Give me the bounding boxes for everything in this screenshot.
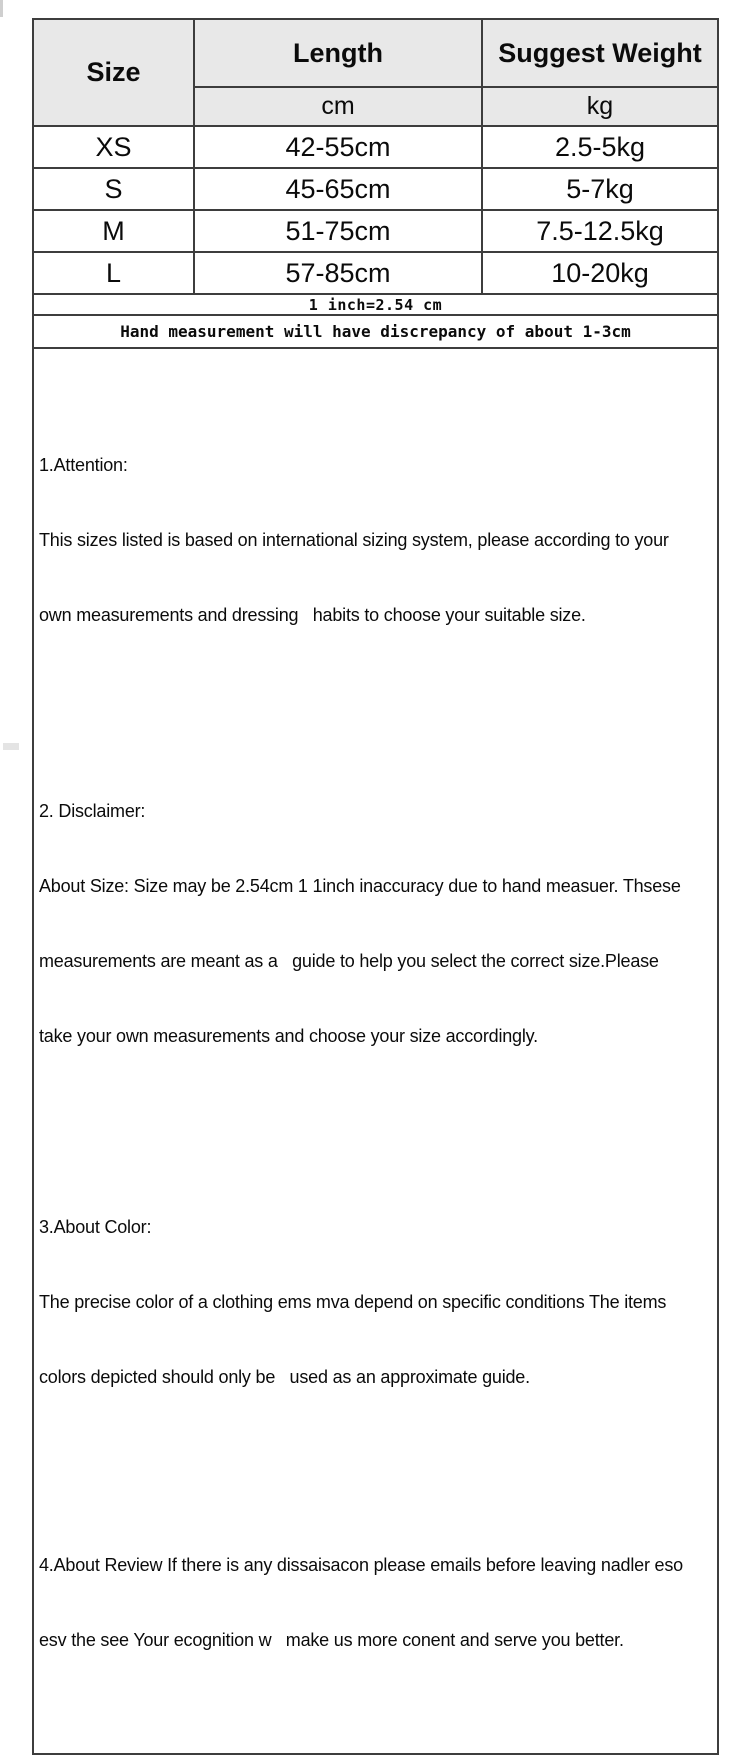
weight-cell: 7.5-12.5kg: [482, 210, 718, 252]
note-section-about-review: [39, 1503, 711, 1703]
weight-cell: 2.5-5kg: [482, 126, 718, 168]
weight-cell: 10-20kg: [482, 252, 718, 294]
size-chart-table: [32, 18, 719, 1755]
note-line: colors depicted should only be used as an approximate guide.: [39, 1367, 530, 1387]
note-line: 2. Disclaimer:: [39, 801, 146, 821]
length-cell: 51-75cm: [194, 210, 482, 252]
table-row-l: [33, 252, 718, 294]
note-line: measurements are meant as a guide to help you select the correct size.Please: [39, 951, 659, 971]
length-cell: 45-65cm: [194, 168, 482, 210]
note-section-disclaimer: [39, 749, 711, 1099]
size-cell: L: [33, 252, 194, 294]
note-line: The precise color of a clothing ems mva depend on specific conditions The items: [39, 1292, 667, 1312]
note-line: About Size: Size may be 2.54cm 1 1inch inaccuracy due to hand measuer. Thsese: [39, 876, 681, 896]
size-cell: S: [33, 168, 194, 210]
left-edge-artifact: [0, 0, 3, 17]
length-header-cell: [194, 19, 482, 87]
notes-box: [33, 348, 718, 1754]
weight-header-cell: [482, 19, 718, 87]
note-line: This sizes listed is based on international sizing system, please according to your: [39, 530, 669, 550]
weight-cell: 5-7kg: [482, 168, 718, 210]
table-row-m: [33, 210, 718, 252]
note-section-about-color: [39, 1165, 711, 1440]
inch-note: 1 inch=2.54 cm: [33, 294, 718, 315]
note-line: 4.About Review If there is any dissaisacon please emails before leaving nadler eso: [39, 1555, 683, 1575]
size-header-cell: [33, 19, 194, 126]
weight-header-label: Suggest Weight: [498, 37, 702, 68]
hand-note-row: [33, 315, 718, 348]
note-section-attention: [39, 403, 711, 678]
table-row-xs: [33, 126, 718, 168]
length-cell: 42-55cm: [194, 126, 482, 168]
length-unit-cell: cm: [194, 87, 482, 126]
note-line: take your own measurements and choose your size accordingly.: [39, 1026, 538, 1046]
hand-measurement-note: Hand measurement will have discrepancy of about 1-3cm: [33, 315, 718, 348]
size-header-label: Size: [86, 57, 141, 87]
bottom-left-artifact: [3, 743, 19, 750]
note-line: 1.Attention:: [39, 455, 128, 475]
note-line: own measurements and dressing habits to choose your suitable size.: [39, 605, 586, 625]
weight-unit-cell: kg: [482, 87, 718, 126]
notes-row: [33, 348, 718, 1754]
length-cell: 57-85cm: [194, 252, 482, 294]
note-line: 3.About Color:: [39, 1217, 152, 1237]
note-line: esv the see Your ecognition w make us more conent and serve you better.: [39, 1630, 624, 1650]
header-row: [33, 19, 718, 87]
size-cell: XS: [33, 126, 194, 168]
size-cell: M: [33, 210, 194, 252]
length-header-label: Length: [293, 37, 383, 68]
inch-note-row: [33, 294, 718, 315]
table-row-s: [33, 168, 718, 210]
